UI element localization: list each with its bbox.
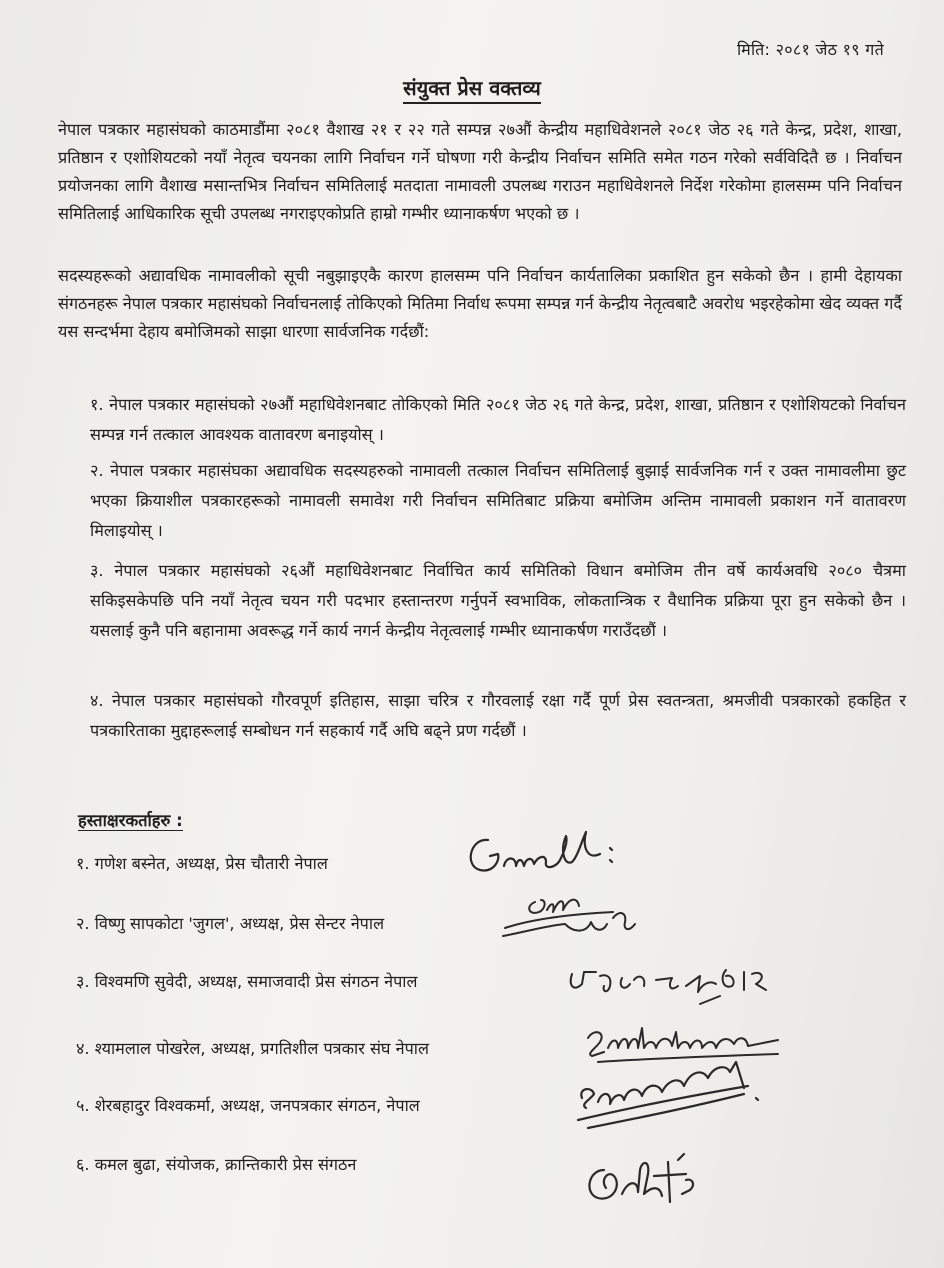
signatories-heading [78,808,183,831]
title-text: संयुक्त प्रेस वक्तव्य [403,76,541,104]
demand-point-1: १. नेपाल पत्रकार महासंघको २७औं महाधिवेशनबाट तोकिएको मिति २०८१ जेठ २६ गते केन्द्र, प्रदेश, शाखा, प्रतिष्ठान र एशोशियटको निर्वाचन सम्पन्न गर्न तत्काल आवश्यक वातावरण बनाइयोस् । [90,395,906,444]
signatory-4: ४. श्यामलाल पोखरेल, अध्यक्ष, प्रगतिशील पत्रकार संघ नेपाल [76,1039,429,1058]
intro-paragraph-2: सदस्यहरूको अद्यावधिक नामावलीको सूची नबुझाइएकै कारण हालसम्म पनि निर्वाचन कार्यतालिका प्रकाशित हुन सकेको छैन । हामी देहायका संगठनहरू नेपाल पत्रकार महासंघको निर्वाचनलाई तोकिएको मितिमा निर्वाध रूपमा सम्पन्न गर्न केन्द्रीय नेतृत्वबाटै अवरोध भइरहेकोमा खेद व्यक्त गर्दै यस सन्दर्भमा देहाय बमोजिमको साझा धारणा सार्वजनिक गर्दछौं: [58,266,902,341]
demand-point-2: २. नेपाल पत्रकार महासंघका अद्यावधिक सदस्यहरुको नामावली तत्काल निर्वाचन समितिलाई बुझाई सार्वजनिक गर्न र उक्त नामावलीमा छुट भएका क्रियाशील पत्रकारहरूको नामावली समावेश गरी निर्वाचन समितिबाट प्रक्रिया बमोजिम अन्तिम नामावली प्रकाशन गर्ने वातावरण मिलाइयोस् । [90,461,906,540]
signatory-5: ५. शेरबहादुर विश्वकर्मा, अध्यक्ष, जनपत्रकार संगठन, नेपाल [76,1096,420,1115]
signatory-2: २. विष्णु सापकोटा 'जुगल', अध्यक्ष, प्रेस सेन्टर नेपाल [76,914,385,933]
document-title [0,74,944,101]
demand-point-4: ४. नेपाल पत्रकार महासंघको गौरवपूर्ण इतिहास, साझा चरित्र र गौरवलाई रक्षा गर्दै पूर्ण प्रेस स्वतन्त्रता, श्रमजीवी पत्रकारको हकहित र पत्रकारिताका मुद्दाहरूलाई सम्बोधन गर्न सहकार्य गर्दै अघि बढ्ने प्रण गर्दछौं । [90,691,906,740]
intro-paragraph-1: नेपाल पत्रकार महासंघको काठमाडौंमा २०८१ वैशाख २१ र २२ गते सम्पन्न २७औं केन्द्रीय महाधिवेशनले २०८१ जेठ २६ गते केन्द्र, प्रदेश, शाखा, प्रतिष्ठान र एशोशियटको नयाँ नेतृत्व चयनका लागि निर्वाचन गर्ने घोषणा गरी केन्द्रीय निर्वाचन समिति समेत गठन गरेको सर्वविदितै छ । निर्वाचन प्रयोजनका लागि वैशाख मसान्तभित्र निर्वाचन समितिलाई मतदाता नामावली उपलब्ध गराउन महाधिवेशनले निर्देश गरेकोमा हालसम्म पनि निर्वाचन समितिलाई आधिकारिक सूची उपलब्ध नगराइएकोप्रति हाम्रो गम्भीर ध्यानाकर्षण भएको छ । [58,120,902,223]
signature-3 [560,956,790,1012]
signatory-1: १. गणेश बस्नेत, अध्यक्ष, प्रेस चौतारी नेपाल [76,854,328,873]
signature-2 [495,888,645,948]
document-date: मिति: २०८१ जेठ १९ गते [736,40,884,59]
signatory-6: ६. कमल बुढा, संयोजक, क्रान्तिकारी प्रेस संगठन [76,1155,357,1174]
signature-5 [568,1058,778,1138]
signatory-3: ३. विश्वमणि सुवेदी, अध्यक्ष, समाजवादी प्रेस संगठन नेपाल [76,972,418,991]
signature-6 [578,1140,718,1220]
demand-point-3: ३. नेपाल पत्रकार महासंघको २६औं महाधिवेशनबाट निर्वाचित कार्य समितिको विधान बमोजिम तीन वर्षे कार्यअवधि २०८० चैत्रमा सकिइसकेपछि पनि नयाँ नेतृत्व चयन गरी पदभार हस्तान्तरण गर्नुपर्ने स्वभाविक, लोकतान्त्रिक र वैधानिक प्रक्रिया पूरा हुन सकेको छैन । यसलाई कुनै पनि बहानामा अवरूद्ध गर्ने कार्य नगर्न केन्द्रीय नेतृत्वलाई गम्भीर ध्यानाकर्षण गराउँदछौं । [90,561,906,640]
signature-1 [460,826,630,882]
signatories-heading-text: हस्ताक्षरकर्ताहरु : [78,811,183,830]
